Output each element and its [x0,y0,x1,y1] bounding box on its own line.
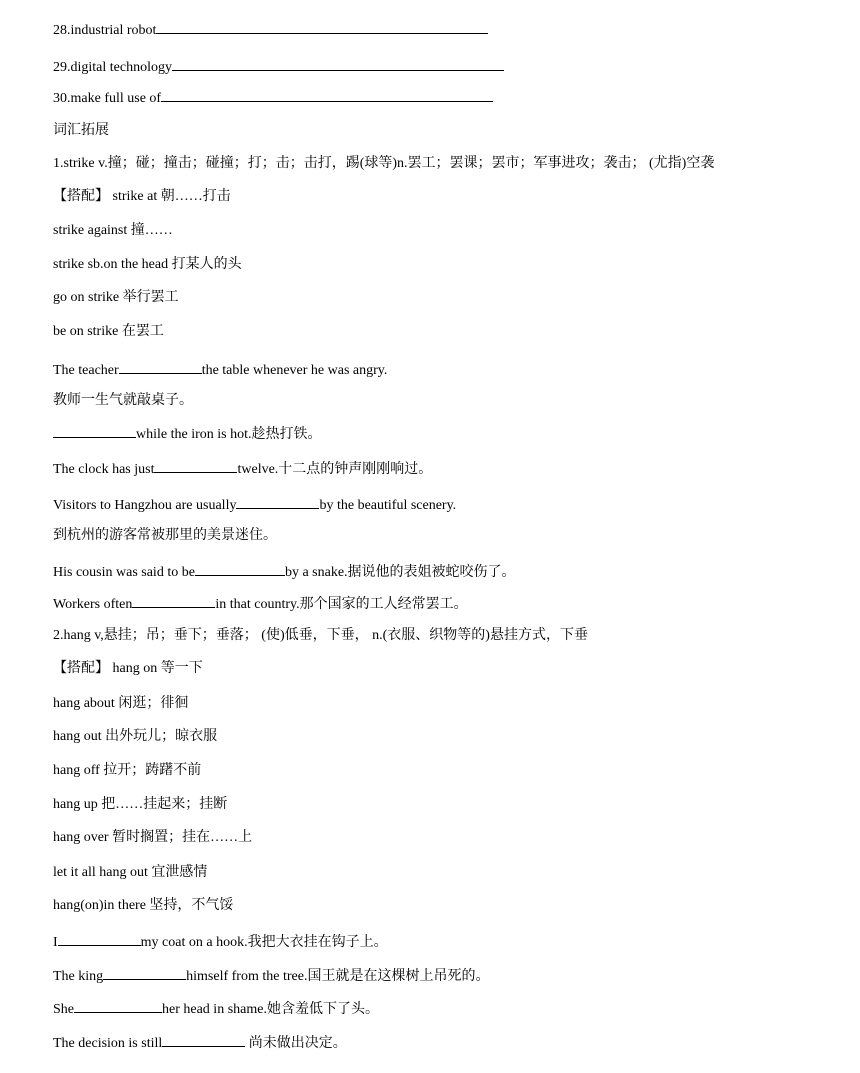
text-segment: hang off 拉开；踌躇不前 [53,763,202,778]
text-line [53,1033,347,1053]
text-segment: let it all hang out 宜泄感情 [53,865,208,880]
fill-in-blank[interactable] [172,57,504,71]
text-line [53,289,179,307]
text-segment: strike against 撞…… [53,223,173,238]
text-segment: 29.digital technology [53,60,172,75]
text-line [53,20,488,40]
text-segment: in that country.那个国家的工人经常罢工。 [215,597,468,612]
text-line [53,323,164,341]
text-segment: the table whenever he was angry. [201,363,388,378]
text-segment: The clock has just [53,462,155,477]
text-segment: go on strike 举行罢工 [53,290,179,305]
text-line [53,728,217,746]
text-segment: 到杭州的游客常被那里的美景迷住。 [53,528,277,543]
text-line [53,762,201,780]
fill-in-blank[interactable] [162,1033,245,1047]
fill-in-blank[interactable] [58,932,141,946]
fill-in-blank[interactable] [74,999,162,1013]
text-line [53,256,242,274]
text-segment: hang over 暂时搁置；挂在……上 [53,830,253,845]
text-line [53,495,456,515]
fill-in-blank[interactable] [132,594,215,608]
text-line [53,155,714,173]
text-line [53,459,432,479]
text-line [53,222,173,240]
text-segment: Workers often [53,597,133,612]
text-segment: himself from the tree.国王就是在这棵树上吊死的。 [186,969,490,984]
text-segment: by the beautiful scenery. [319,498,457,513]
text-segment: 28.industrial robot [53,23,157,38]
text-segment: She [53,1002,74,1017]
text-segment: hang up 把……挂起来；挂断 [53,797,228,812]
text-line [53,424,322,444]
text-line [53,695,188,713]
text-segment: 2.hang v,悬挂；吊；垂下；垂落； (使)低垂，下垂， n.(衣服、织物等的)悬挂方式，下垂 [53,628,588,643]
text-segment: 尚未做出决定。 [245,1036,347,1051]
text-segment: 【搭配】 strike at 朝……打击 [53,189,231,204]
text-line [53,864,207,882]
text-segment: The king [53,969,104,984]
text-line [53,999,379,1019]
text-segment: The decision is still [53,1036,163,1051]
text-line [53,660,203,678]
text-segment: Visitors to Hangzhou are usually [53,498,237,513]
text-line [53,594,468,614]
text-segment: 词汇拓展 [53,123,109,138]
text-line [53,57,504,77]
text-line [53,392,193,410]
text-segment: I [53,935,58,950]
text-segment: by a snake.据说他的表姐被蛇咬伤了。 [284,565,516,580]
text-line [53,966,489,986]
text-line [53,122,109,140]
fill-in-blank[interactable] [154,459,237,473]
text-line [53,796,227,814]
fill-in-blank[interactable] [236,495,319,509]
text-segment: His cousin was said to be [53,565,195,580]
text-segment: my coat on a hook.我把大衣挂在钩子上。 [140,935,388,950]
fill-in-blank[interactable] [53,424,136,438]
text-line [53,897,233,915]
text-line [53,527,277,545]
text-segment: 30.make full use of [53,91,162,106]
text-segment: while the iron is hot.趁热打铁。 [136,427,322,442]
text-line [53,932,388,952]
text-line [53,360,387,380]
text-segment: 1.strike v.撞；碰；撞击；碰撞；打；击；击打，踢(球等)n.罢工；罢课；罢市；军事进攻；袭击； (尤指)空袭 [53,156,715,171]
fill-in-blank[interactable] [161,88,493,102]
text-segment: 教师一生气就敲桌子。 [53,393,193,408]
text-segment: be on strike 在罢工 [53,324,164,339]
text-segment: hang out 出外玩儿；晾衣服 [53,729,218,744]
text-segment: 【搭配】 hang on 等一下 [53,661,203,676]
text-line [53,188,231,206]
fill-in-blank[interactable] [156,20,488,34]
text-line [53,829,252,847]
text-segment: The teacher [53,363,119,378]
fill-in-blank[interactable] [195,562,285,576]
text-segment: hang(on)in there 坚持，不气馁 [53,898,234,913]
text-segment: her head in shame.她含羞低下了头。 [162,1002,379,1017]
text-line [53,88,493,108]
text-line [53,627,588,645]
fill-in-blank[interactable] [119,360,202,374]
fill-in-blank[interactable] [103,966,186,980]
text-line [53,562,516,582]
text-segment: twelve.十二点的钟声刚刚响过。 [237,462,433,477]
text-segment: strike sb.on the head 打某人的头 [53,257,242,272]
text-segment: hang about 闲逛；徘徊 [53,696,189,711]
